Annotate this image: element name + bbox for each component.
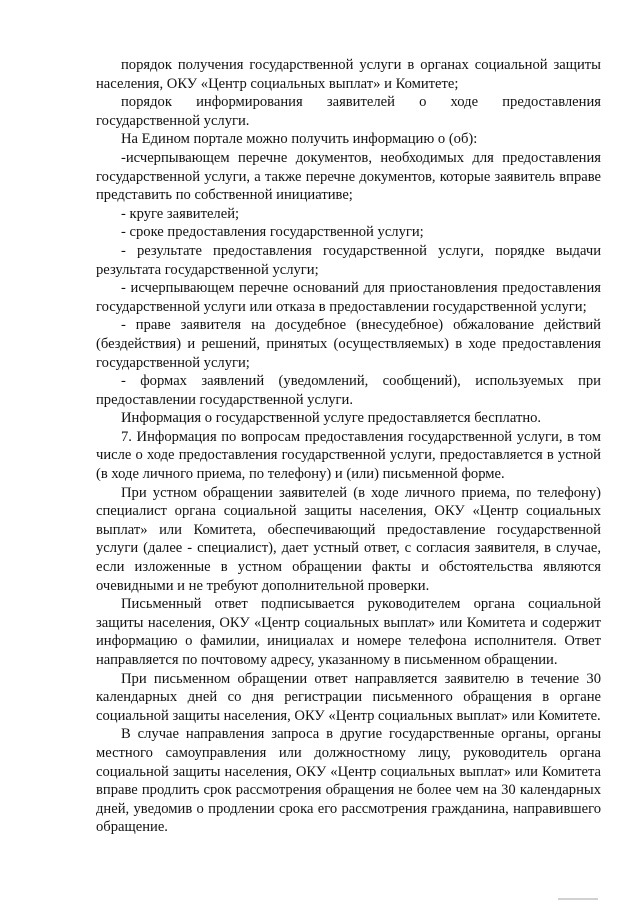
paragraph: На Едином портале можно получить информацию о (об): bbox=[121, 131, 478, 148]
paragraph: Письменный ответ подписывается руководителем органа социальной защиты населения, ОКУ «Центр социальных выплат» или Комитета и содержит информацию о фамилии, инициалах и номере телефона исполнителя. Ответ направляется по почтовому адресу, указанному в письменном обращении. bbox=[96, 596, 601, 668]
paragraph: -исчерпывающем перечне документов, необходимых для предоставления государственной услуги, а также перечне документов, которые заявитель вправе представить по собственной инициативе; bbox=[96, 149, 601, 204]
paragraph: При письменном обращении ответ направляется заявителю в течение 30 календарных дней со дня регистрации письменного обращения в органе социальной защиты населения, ОКУ «Центр социальных выплат» или Комитете. bbox=[96, 670, 601, 724]
paragraph: - результате предоставления государственной услуги, порядке выдачи результата государственной услуги; bbox=[96, 242, 601, 278]
paragraph: порядок получения государственной услуги в органах социальной защиты населения, ОКУ «Центр социальных выплат» и Комитете; bbox=[96, 57, 601, 92]
paragraph: - круге заявителей; bbox=[121, 205, 240, 222]
paragraph: - сроке предоставления государственной услуги; bbox=[121, 224, 424, 241]
paragraph: - праве заявителя на досудебное (внесудебное) обжалование действий (бездействия) и решений, принятых (осуществляемых) в ходе предоставления государственной услуги; bbox=[96, 317, 601, 371]
document-body bbox=[96, 56, 601, 837]
paragraph: порядок информирования заявителей о ходе предоставления государственной услуги. bbox=[96, 94, 601, 129]
paragraph: - формах заявлений (уведомлений, сообщений), используемых при предоставлении государственной услуги. bbox=[96, 373, 601, 408]
paragraph: - исчерпывающем перечне оснований для приостановления предоставления государственной услуги или отказа в предоставлении государственной услуги; bbox=[96, 280, 601, 315]
scan-artifact bbox=[558, 898, 598, 900]
paragraph: 7. Информация по вопросам предоставления государственной услуги, в том числе о ходе предоставления государственной услуги, предоставляется в устной (в ходе личного приема, по телефону) и (или) письменной форме. bbox=[96, 428, 601, 483]
paragraph: В случае направления запроса в другие государственные органы, органы местного самоуправления или должностному лицу, руководитель органа социальной защиты населения, ОКУ «Центр социальных выплат» или Комитета вправе продлить срок рассмотрения обращения не более чем на 30 календарных дней, уведомив о продлении срока его рассмотрения гражданина, направившего обращение. bbox=[96, 726, 601, 836]
paragraph: Информация о государственной услуге предоставляется бесплатно. bbox=[121, 410, 542, 427]
paragraph: При устном обращении заявителей (в ходе личного приема, по телефону) специалист органа социальной защиты населения, ОКУ «Центр социальных выплат» или Комитета, обеспечивающий предоставление государственной услуги (далее - специалист), дает устный ответ, с согласия заявителя, в случае, если изложенные в устном обращении факты и обстоятельства являются очевидными и не требуют дополнительной проверки. bbox=[96, 484, 601, 594]
